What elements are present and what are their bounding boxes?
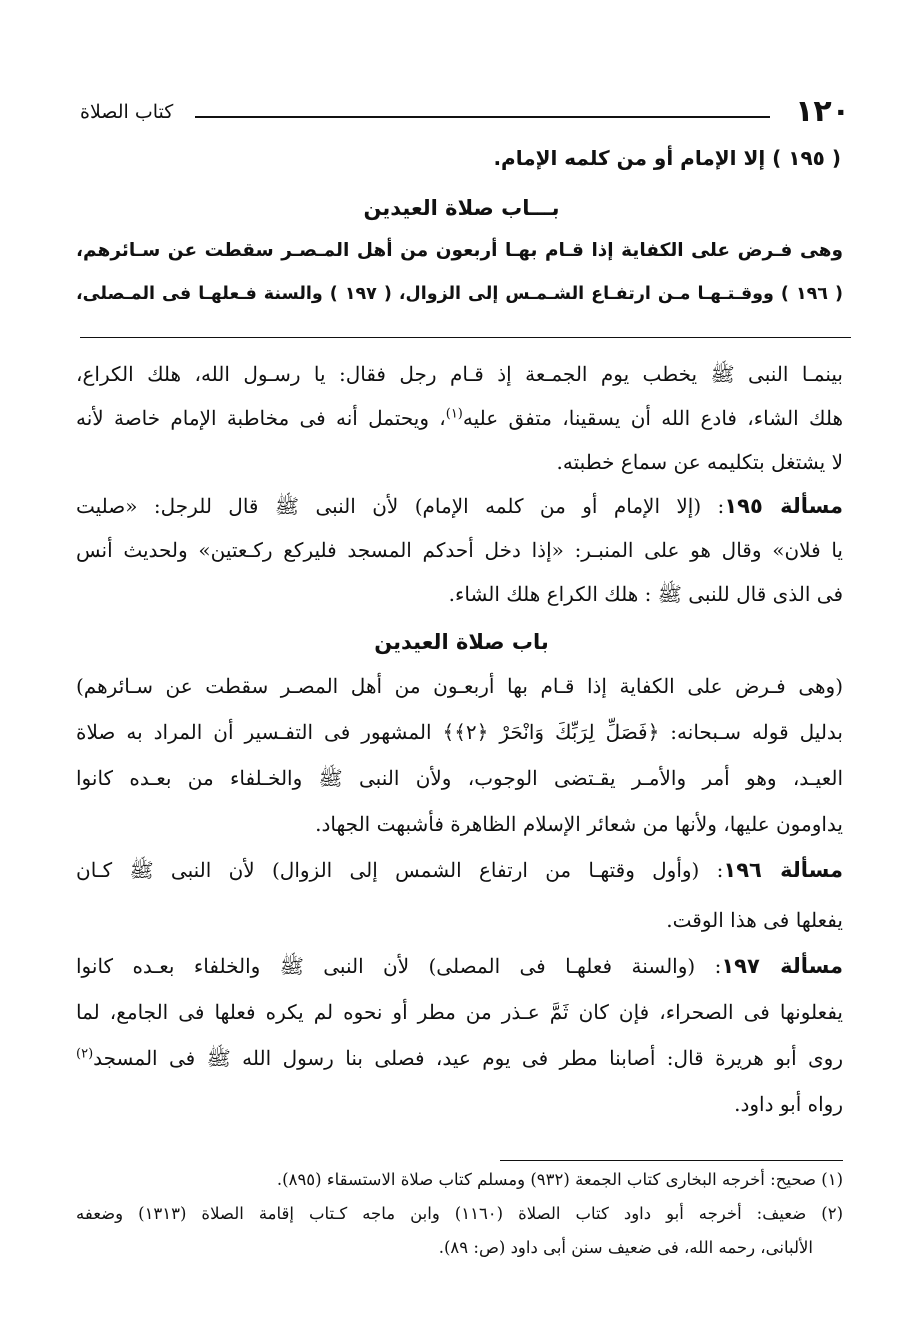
header-rule [195,116,770,118]
commentary-line: يداومون عليها، ولأنها من شعائر الإسلام الظاهرة فأشبهت الجهاد. [315,812,843,836]
running-title: كتاب الصلاة [80,101,174,123]
masala-label: مسألة ١٩٦ [723,858,843,882]
commentary-line [76,1046,843,1075]
commentary-line: يفعلها فى هذا الوقت. [666,908,843,932]
masala-196-line [76,858,843,887]
footnote-2-line-2: الألبانى، رحمه الله، فى ضعيف سنن أبى داود (ص: ٨٩). [438,1238,813,1257]
commentary-line [76,406,843,430]
masala-195-line [76,494,843,523]
footnote-2-line-1: (٢) ضعيف: أخرجه أبو داود كتاب الصلاة (١١٦٠) وابن ماجه كـتاب إقامة الصلاة (١٣١٣) وضعفه [76,1204,843,1223]
commentary-line: العيـد، وهو أمر والأمـر يقـتضى الوجوب، ولأن النبى ﷺ والخـلفاء من بعـده كانوا [76,766,843,790]
masala-label: مسألة ١٩٥ [724,494,843,518]
commentary-line: بدليل قوله سـبحانه: ﴿فَصَلِّ لِرَبِّكَ وَانْحَرْ ﴿٢﴾﴾ المشهور فى التفـسير أن المراد به صلاة [76,720,843,744]
commentary-line: فى الذى قال للنبى ﷺ : هلك الكراع هلك الشاء. [448,582,843,606]
commentary-line: رواه أبو داود. [734,1092,843,1116]
page-number: ١٢٠ [795,94,850,129]
footnote-reference[interactable]: (٢) [76,1046,94,1062]
commentary-line: يا فلان» وقال هو على المنبـر: «إذا دخل أحدكم المسجد فليركع ركـعتين» ولحديث أنس [76,538,843,562]
commentary-line: لا يشتغل بتكليمه عن سماع خطبته. [556,450,843,474]
commentary-text: روى أبو هريرة قال: أصابنا مطر فى يوم عيد، فصلى بنا رسول الله ﷺ فى المسجد [93,1046,843,1070]
commentary-text: ، ويحتمل أنه فى مخاطبة الإمام خاصة لأنه [76,406,446,430]
footnote-reference[interactable]: (١) [445,406,463,422]
matn-line-2: وهى فـرض على الكفاية إذا قـام بهـا أربعون من أهل المـصـر سقطت عن سـائرهم، [76,240,843,261]
commentary-text: : (والسنة فعلهـا فى المصلى) لأن النبى ﷺ والخلفاء بعـده كانوا [76,954,722,978]
commentary-line: بينمـا النبى ﷺ يخطب يوم الجمـعة إذ قـام رجل فقال: يا رسـول الله، هلك الكراع، [76,362,843,386]
footnote-rule [500,1160,843,1161]
section-heading: باب صلاة العيدين [374,630,549,654]
footnote-1: (١) صحيح: أخرجه البخارى كتاب الجمعة (٩٣٢) ومسلم كتاب صلاة الاستسقاء (٨٩٥). [276,1170,843,1189]
commentary-text: هلك الشاء، فادع الله أن يسقينا، متفق عليه [462,406,843,430]
page-header [80,92,850,132]
commentary-text: : (وأول وقتهـا من ارتفاع الشمس إلى الزوال) لأن النبى ﷺ كـان [76,858,724,882]
commentary-text: : (إلا الإمام أو من كلمه الإمام) لأن النبى ﷺ قال للرجل: «صليت [76,494,725,518]
matn-line-3: ( ١٩٦ ) ووقـتـهـا مـن ارتفـاع الشـمـس إلى الزوال، ( ١٩٧ ) والسنة فـعلهـا فى المـصلى، [76,284,843,304]
matn-separator-rule [80,337,851,338]
masala-label: مسألة ١٩٧ [721,954,843,978]
commentary-line: يفعلونها فى الصحراء، فإن كان ثَمَّ عـذر من مطر أو نحوه لم يكره فعلها فى الجامع، لما [76,1000,843,1024]
matn-chapter-heading: بـــاب صلاة العيدين [363,196,560,220]
masala-197-line [76,954,843,983]
quoted-matn-line: (وهى فـرض على الكفاية إذا قـام بها أربعـون من أهل المصـر سقطت عن سـائرهم) [76,674,843,698]
matn-line-1: ( ١٩٥ ) إلا الإمام أو من كلمه الإمام. [493,146,841,170]
